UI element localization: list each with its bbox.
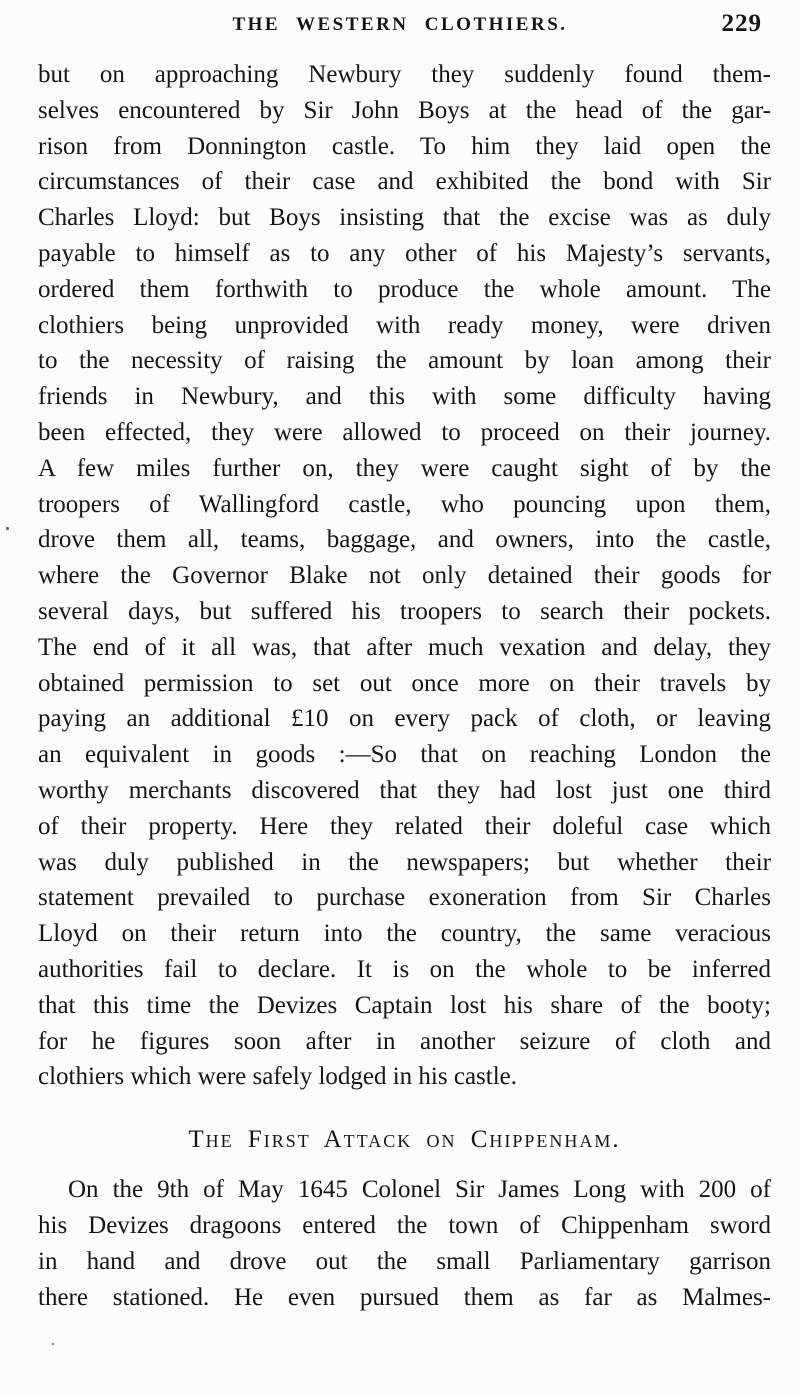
page-header <box>0 10 800 42</box>
text-line: ordered them forthwith to produce the whole amount. The <box>38 275 771 303</box>
text-line: Lloyd on their return into the country, the same veracious <box>38 920 771 948</box>
paragraph-1 <box>38 57 771 1095</box>
text-line: his Devizes dragoons entered the town of Chippenham sword <box>38 1211 771 1239</box>
text-column <box>38 57 771 1315</box>
text-line: selves encountered by Sir John Boys at the head of the gar- <box>38 96 771 124</box>
text-line: that this time the Devizes Captain lost his share of the booty; <box>38 991 771 1019</box>
text-line: friends in Newbury, and this with some difficulty having <box>38 383 771 411</box>
text-line: rison from Donnington castle. To him they laid open the <box>38 132 771 160</box>
text-line: of their property. Here they related their doleful case which <box>38 812 771 840</box>
text-line: payable to himself as to any other of his Majesty’s servants, <box>38 239 771 267</box>
text-line: The end of it all was, that after much vexation and delay, they <box>38 633 771 661</box>
text-line: several days, but suffered his troopers to search their pockets. <box>38 597 771 625</box>
paragraph-2 <box>38 1172 771 1315</box>
text-line: drove them all, teams, baggage, and owners, into the castle, <box>38 526 771 554</box>
text-line: circumstances of their case and exhibited the bond with Sir <box>38 168 771 196</box>
section-heading: The First Attack on Chippenham. <box>188 1126 621 1154</box>
page-number: 229 <box>721 10 762 37</box>
scan-speck <box>6 527 9 530</box>
text-line: authorities fail to declare. It is on the whole to be inferred <box>38 955 771 983</box>
text-line: statement prevailed to purchase exoneration from Sir Charles <box>38 884 771 912</box>
text-line: worthy merchants discovered that they had lost just one third <box>38 776 771 804</box>
text-line: troopers of Wallingford castle, who pouncing upon them, <box>38 490 771 518</box>
text-line: been effected, they were allowed to proceed on their journey. <box>38 418 771 446</box>
text-line: paying an additional £10 on every pack of cloth, or leaving <box>38 705 771 733</box>
text-line: but on approaching Newbury they suddenly found them- <box>38 61 771 88</box>
text-line: in hand and drove out the small Parliamentary garrison <box>38 1247 771 1275</box>
text-line: A few miles further on, they were caught sight of by the <box>38 454 771 482</box>
text-line: an equivalent in goods :—So that on reaching London the <box>38 741 771 769</box>
scan-speck <box>52 1343 54 1345</box>
text-line: Charles Lloyd: but Boys insisting that the excise was as duly <box>38 204 771 232</box>
running-title: THE WESTERN CLOTHIERS. <box>232 14 568 35</box>
text-line: clothiers which were safely lodged in his castle. <box>38 1063 518 1091</box>
text-line: there stationed. He even pursued them as far as Malmes- <box>38 1283 771 1311</box>
text-line: obtained permission to set out once more on their travels by <box>38 669 771 697</box>
text-line: for he figures soon after in another seizure of cloth and <box>38 1027 771 1055</box>
text-line: was duly published in the newspapers; but whether their <box>38 848 771 876</box>
text-line: clothiers being unprovided with ready money, were driven <box>38 311 771 339</box>
text-line: where the Governor Blake not only detained their goods for <box>38 562 771 590</box>
text-line: On the 9th of May 1645 Colonel Sir James Long with 200 of <box>68 1176 771 1204</box>
text-line: to the necessity of raising the amount by loan among their <box>38 347 771 375</box>
